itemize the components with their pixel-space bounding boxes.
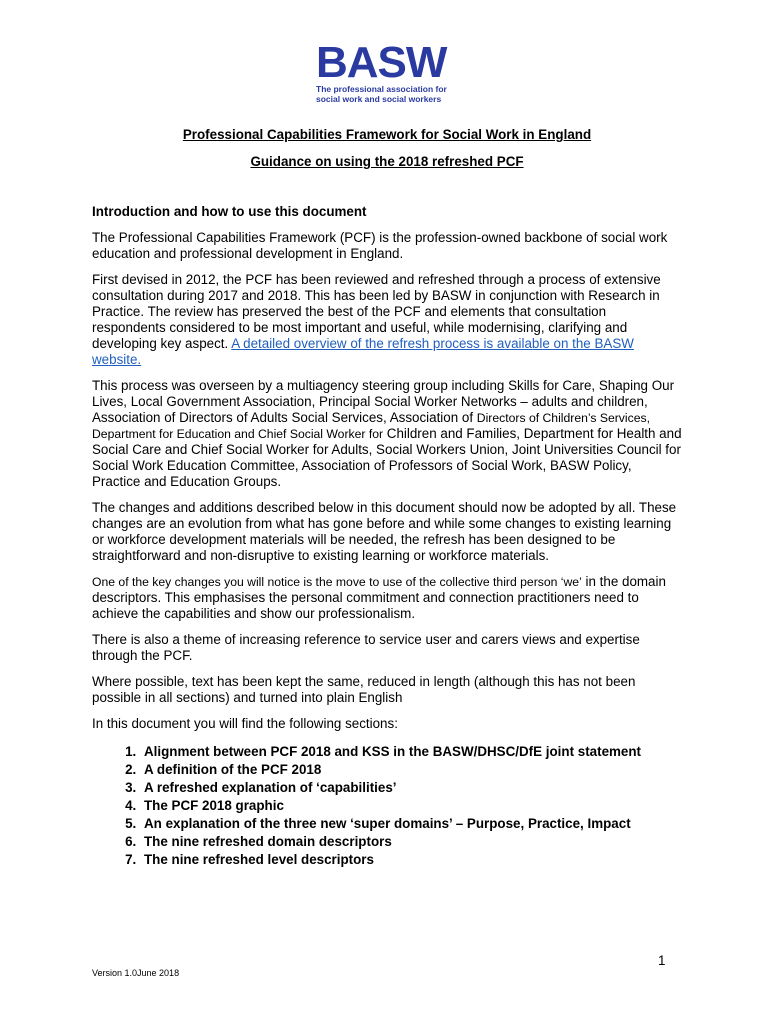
list-item: 7. The nine refreshed level descriptors [140, 852, 682, 868]
list-item: 6. The nine refreshed domain descriptors [140, 834, 682, 850]
logo-wordmark: BASW [316, 38, 447, 87]
steering-text-2: Directors of Children’s Services, Department for Education and Chief Social Worker for [92, 411, 650, 441]
page-number: 1 [658, 953, 666, 968]
refresh-overview-link[interactable]: A detailed overview of the refresh process is available on the BASW website. [92, 336, 634, 367]
document-body [92, 127, 682, 870]
paragraph-plain-english: Where possible, text has been kept the same, reduced in length (although this has not been possible in all sections) and turned into plain English [92, 674, 636, 705]
paragraph-sections-intro: In this document you will find the following sections: [92, 716, 398, 731]
list-item: 2. A definition of the PCF 2018 [140, 762, 682, 778]
footer-version: Version 1.0June 2018 [92, 968, 180, 978]
paragraph-changes: The changes and additions described below in this document should now be adopted by all. These changes are an evolution from what has gone before and while some changes to existing learning or workforce development materials will be needed, the refresh has been designed to be straightforward and non-disruptive to existing learning or workforce materials. [92, 500, 677, 563]
steering-text-3: Children and Families, Department for Health and Social Care and Chief Social Worker for Adults, Social Workers Union, Joint Universities Council for Social Work Education Committee, Association of Professors of Social Work, BASW Policy, Practice and Education Groups. [92, 426, 682, 489]
sections-list [92, 744, 682, 868]
paragraph-history-text: First devised in 2012, the PCF has been reviewed and refreshed through a process of extensive consultation during 2017 and 2018. This has been led by BASW in conjunction with Research in Practice. The review has preserved the best of the PCF and elements that consultation respondents considered to be most important and useful, while modernising, clarifying and developing key aspect. [92, 272, 661, 351]
key-change-text-1: One of the key changes you will notice is the move to use of the collective third person ‘we’ [92, 575, 582, 589]
steering-text-1: This process was overseen by a multiagency steering group including Skills for Care, Shaping Our Lives, Local Government Association, Principal Social Worker Networks – adults and children, Association of Directors of Adults Social Services, Association of [92, 378, 675, 425]
paragraph-key-change [92, 574, 682, 622]
document-title: Professional Capabilities Framework for Social Work in England [182, 127, 592, 142]
list-item: 5. An explanation of the three new ‘super domains’ – Purpose, Practice, Impact [140, 816, 682, 832]
paragraph-service-users: There is also a theme of increasing reference to service user and carers views and expertise through the PCF. [92, 632, 640, 663]
logo-tagline: The professional association for social work and social workers [316, 84, 447, 104]
document-subtitle: Guidance on using the 2018 refreshed PCF [250, 154, 524, 169]
paragraph-steering-group [92, 378, 682, 490]
key-change-text-2: in the domain descriptors. This emphasises the personal commitment and connection practitioners need to achieve the capabilities and show our professionalism. [92, 574, 666, 621]
paragraph-history [92, 272, 682, 368]
basw-logo [316, 38, 486, 104]
section-heading: Introduction and how to use this document [92, 204, 367, 219]
paragraph-intro: The Professional Capabilities Framework (PCF) is the profession-owned backbone of social work education and professional development in England. [92, 230, 668, 261]
list-item: 4. The PCF 2018 graphic [140, 798, 682, 814]
list-item: 1. Alignment between PCF 2018 and KSS in the BASW/DHSC/DfE joint statement [140, 744, 682, 760]
list-item: 3. A refreshed explanation of ‘capabilities’ [140, 780, 682, 796]
